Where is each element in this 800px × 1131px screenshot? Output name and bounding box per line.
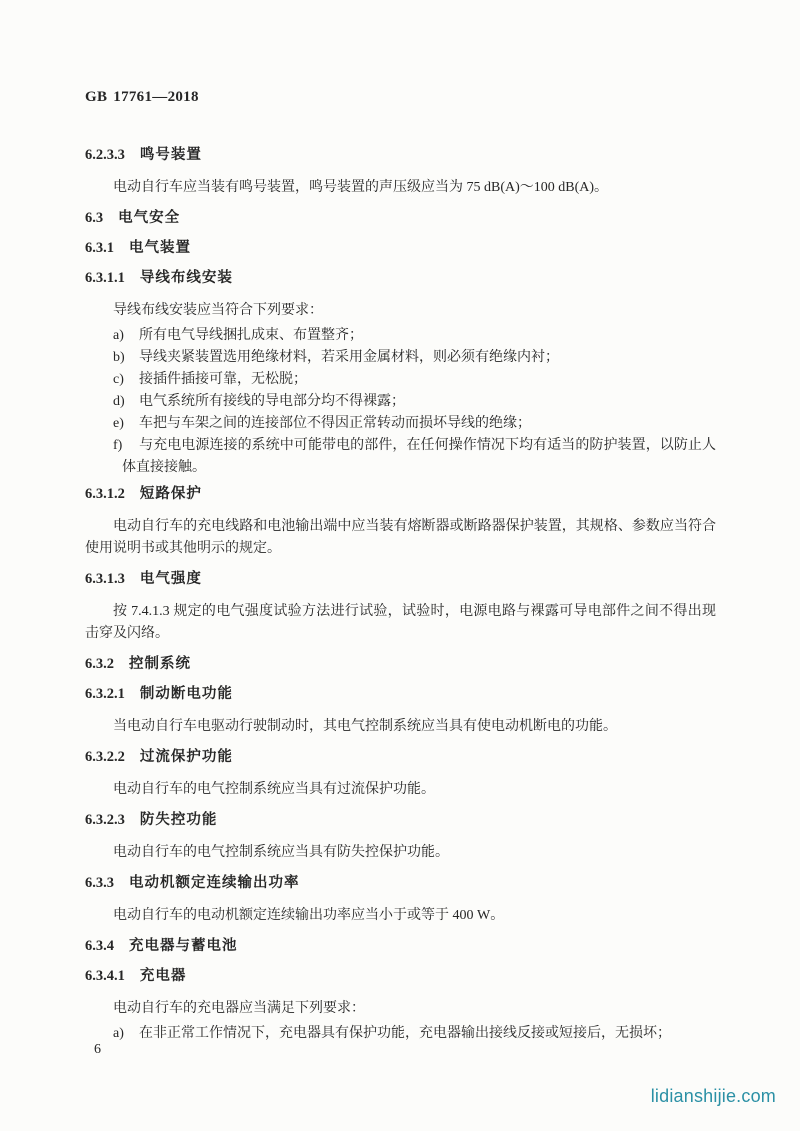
section-number: 6.3.3 — [85, 875, 114, 891]
wiring-requirements-list — [85, 325, 716, 479]
watermark-link: lidianshijie.com — [650, 1086, 776, 1106]
list-item-label: e) — [113, 416, 124, 431]
charger-requirements-list — [85, 1023, 716, 1045]
section-heading-charger — [85, 965, 716, 987]
section-heading-short-circuit-protection — [85, 483, 716, 505]
section-heading-electrical-safety — [85, 207, 716, 229]
section-heading-charger-and-battery — [85, 935, 716, 957]
section-title: 短路保护 — [139, 486, 202, 502]
section-heading-overcurrent-protection — [85, 746, 716, 768]
section-number: 6.3.1.3 — [85, 571, 125, 587]
section-heading-brake-cutoff — [85, 683, 716, 705]
section-title: 充电器与蓄电池 — [129, 938, 238, 954]
section-title: 电气强度 — [139, 571, 202, 587]
list-item — [85, 347, 716, 369]
section-heading-electrical-device — [85, 237, 716, 259]
list-item-label: b) — [113, 350, 125, 365]
list-item-text: 接插件插接可靠，无松脱； — [139, 372, 307, 387]
section-title: 过流保护功能 — [139, 749, 233, 765]
paragraph-overcurrent: 电动自行车的电气控制系统应当具有过流保护功能。 — [113, 782, 435, 797]
list-item-label: f) — [113, 438, 123, 453]
paragraph-anti-runaway: 电动自行车的电气控制系统应当具有防失控保护功能。 — [113, 845, 449, 860]
section-number: 6.3.4 — [85, 938, 114, 954]
section-title: 导线布线安装 — [139, 270, 233, 286]
section-title: 电气安全 — [118, 210, 181, 226]
section-heading-electric-strength — [85, 568, 716, 590]
paragraph-wiring-intro: 导线布线安装应当符合下列要求： — [113, 303, 323, 318]
list-item — [85, 435, 716, 479]
section-title: 鸣号装置 — [139, 147, 202, 163]
section-number: 6.3.4.1 — [85, 968, 125, 984]
list-item-text: 电气系统所有接线的导电部分均不得裸露； — [139, 394, 405, 409]
paragraph-horn-device: 电动自行车应当装有鸣号装置，鸣号装置的声压级应当为 75 dB(A)～100 dB(A)。 — [113, 180, 609, 195]
list-item-text: 与充电电源连接的系统中可能带电的部件，在任何操作情况下均有适当的防护装置，以防止人体直接接触。 — [122, 438, 716, 475]
list-item-label: d) — [113, 394, 125, 409]
standard-number: 17761—2018 — [113, 89, 199, 105]
list-item-label: a) — [113, 328, 124, 343]
list-item-text: 在非正常工作情况下，充电器具有保护功能，充电器输出接线反接或短接后，无损坏； — [139, 1026, 671, 1041]
section-title: 防失控功能 — [139, 812, 218, 828]
section-title: 控制系统 — [129, 656, 191, 672]
section-number: 6.3.2.2 — [85, 749, 125, 765]
section-heading-control-system — [85, 653, 716, 675]
list-item — [85, 369, 716, 391]
section-heading-horn-device — [85, 144, 716, 166]
list-item-label: c) — [113, 372, 124, 387]
section-title: 充电器 — [139, 968, 187, 984]
paragraph-charger-intro: 电动自行车的充电器应当满足下列要求： — [113, 1001, 365, 1016]
list-item-label: a) — [113, 1026, 124, 1041]
paragraph-brake-cutoff: 当电动自行车电驱动行驶制动时，其电气控制系统应当具有使电动机断电的功能。 — [113, 719, 617, 734]
list-item-text: 导线夹紧装置选用绝缘材料，若采用金属材料，则必须有绝缘内衬； — [139, 350, 559, 365]
section-number: 6.2.3.3 — [85, 147, 125, 163]
section-number: 6.3.2.3 — [85, 812, 125, 828]
list-item-text: 车把与车架之间的连接部位不得因正常转动而损坏导线的绝缘； — [139, 416, 531, 431]
standard-header — [85, 86, 716, 108]
section-heading-wiring-installation — [85, 267, 716, 289]
paragraph-motor-rated-power: 电动自行车的电动机额定连续输出功率应当小于或等于 400 W。 — [113, 908, 505, 923]
section-title: 电动机额定连续输出功率 — [129, 875, 300, 891]
section-number: 6.3.1.1 — [85, 270, 125, 286]
section-number: 6.3.2 — [85, 656, 114, 672]
list-item — [85, 391, 716, 413]
paragraph-short-circuit: 电动自行车的充电线路和电池输出端中应当装有熔断器或断路器保护装置，其规格、参数应当符合使用说明书或其他明示的规定。 — [85, 519, 716, 556]
section-title: 电气装置 — [129, 240, 191, 256]
list-item — [85, 325, 716, 347]
paragraph-electric-strength: 按 7.4.1.3 规定的电气强度试验方法进行试验，试验时，电源电路与裸露可导电部件之间不得出现击穿及闪络。 — [85, 604, 716, 641]
section-number: 6.3 — [85, 210, 104, 226]
section-title: 制动断电功能 — [139, 686, 233, 702]
section-heading-anti-runaway — [85, 809, 716, 831]
section-number: 6.3.1 — [85, 240, 114, 256]
standard-label: GB — [85, 89, 108, 105]
section-number: 6.3.1.2 — [85, 486, 125, 502]
list-item-text: 所有电气导线捆扎成束、布置整齐； — [139, 328, 363, 343]
section-heading-motor-rated-power — [85, 872, 716, 894]
list-item — [85, 1023, 716, 1045]
page-number: 6 — [94, 1042, 101, 1057]
section-number: 6.3.2.1 — [85, 686, 125, 702]
list-item — [85, 413, 716, 435]
